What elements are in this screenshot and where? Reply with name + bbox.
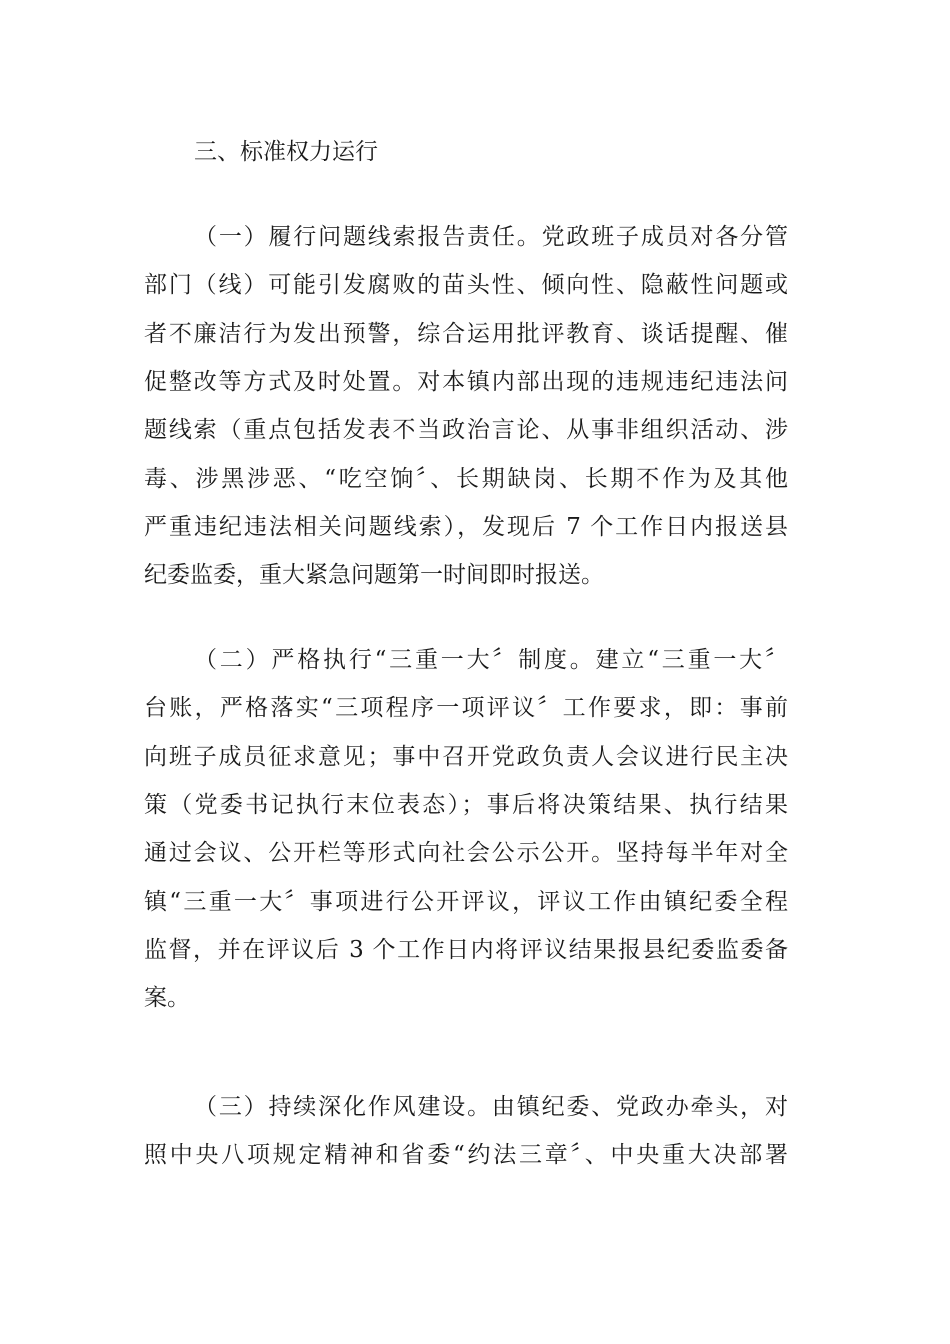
paragraph-2-line-2: 台账，严格落实“三项程序一项评议〞工作要求，即：事前 xyxy=(144,695,788,721)
paragraph-1-line-2: 部门（线）可能引发腐败的苗头性、倾向性、隐蔽性问题或 xyxy=(144,272,788,298)
paragraph-2-line-3: 向班子成员征求意见；事中召开党政负责人会议进行民主决 xyxy=(144,744,788,770)
paragraph-2-line-1: （二）严格执行“三重一大〞制度。建立“三重一大〞 xyxy=(194,647,788,673)
paragraph-2-line-6: 镇“三重一大〞事项进行公开评议，评议工作由镇纪委全程 xyxy=(144,889,788,915)
paragraph-2-line-5: 通过会议、公开栏等形式向社会公示公开。坚持每半年对全 xyxy=(144,840,788,866)
paragraph-1-line-1: （一）履行问题线索报告责任。党政班子成员对各分管 xyxy=(194,224,788,250)
paragraph-1-line-4: 促整改等方式及时处置。对本镇内部出现的违规违纪违法问 xyxy=(144,369,788,395)
section-heading: 三、标准权力运行 xyxy=(194,139,378,165)
paragraph-2-line-7: 监督，并在评议后 3 个工作日内将评议结果报县纪委监委备 xyxy=(144,937,788,963)
paragraph-1-line-5: 题线索（重点包括发表不当政治言论、从事非组织活动、涉 xyxy=(144,417,788,443)
paragraph-2-line-4: 策（党委书记执行末位表态）；事后将决策结果、执行结果 xyxy=(144,792,788,818)
paragraph-1-line-6: 毒、涉黑涉恶、“吃空饷〞、长期缺岗、长期不作为及其他 xyxy=(144,466,788,492)
paragraph-1-line-7: 严重违纪违法相关问题线索），发现后 7 个工作日内报送县 xyxy=(144,514,788,540)
paragraph-1-line-3: 者不廉洁行为发出预警，综合运用批评教育、谈话提醒、催 xyxy=(144,321,788,347)
paragraph-2-line-8: 案。 xyxy=(144,985,190,1011)
paragraph-3-line-2: 照中央八项规定精神和省委“约法三章〞、中央重大决部署 xyxy=(144,1142,788,1168)
paragraph-3-line-1: （三）持续深化作风建设。由镇纪委、党政办牵头，对 xyxy=(194,1094,788,1120)
paragraph-1-line-8: 纪委监委，重大紧急问题第一时间即时报送。 xyxy=(144,562,604,588)
